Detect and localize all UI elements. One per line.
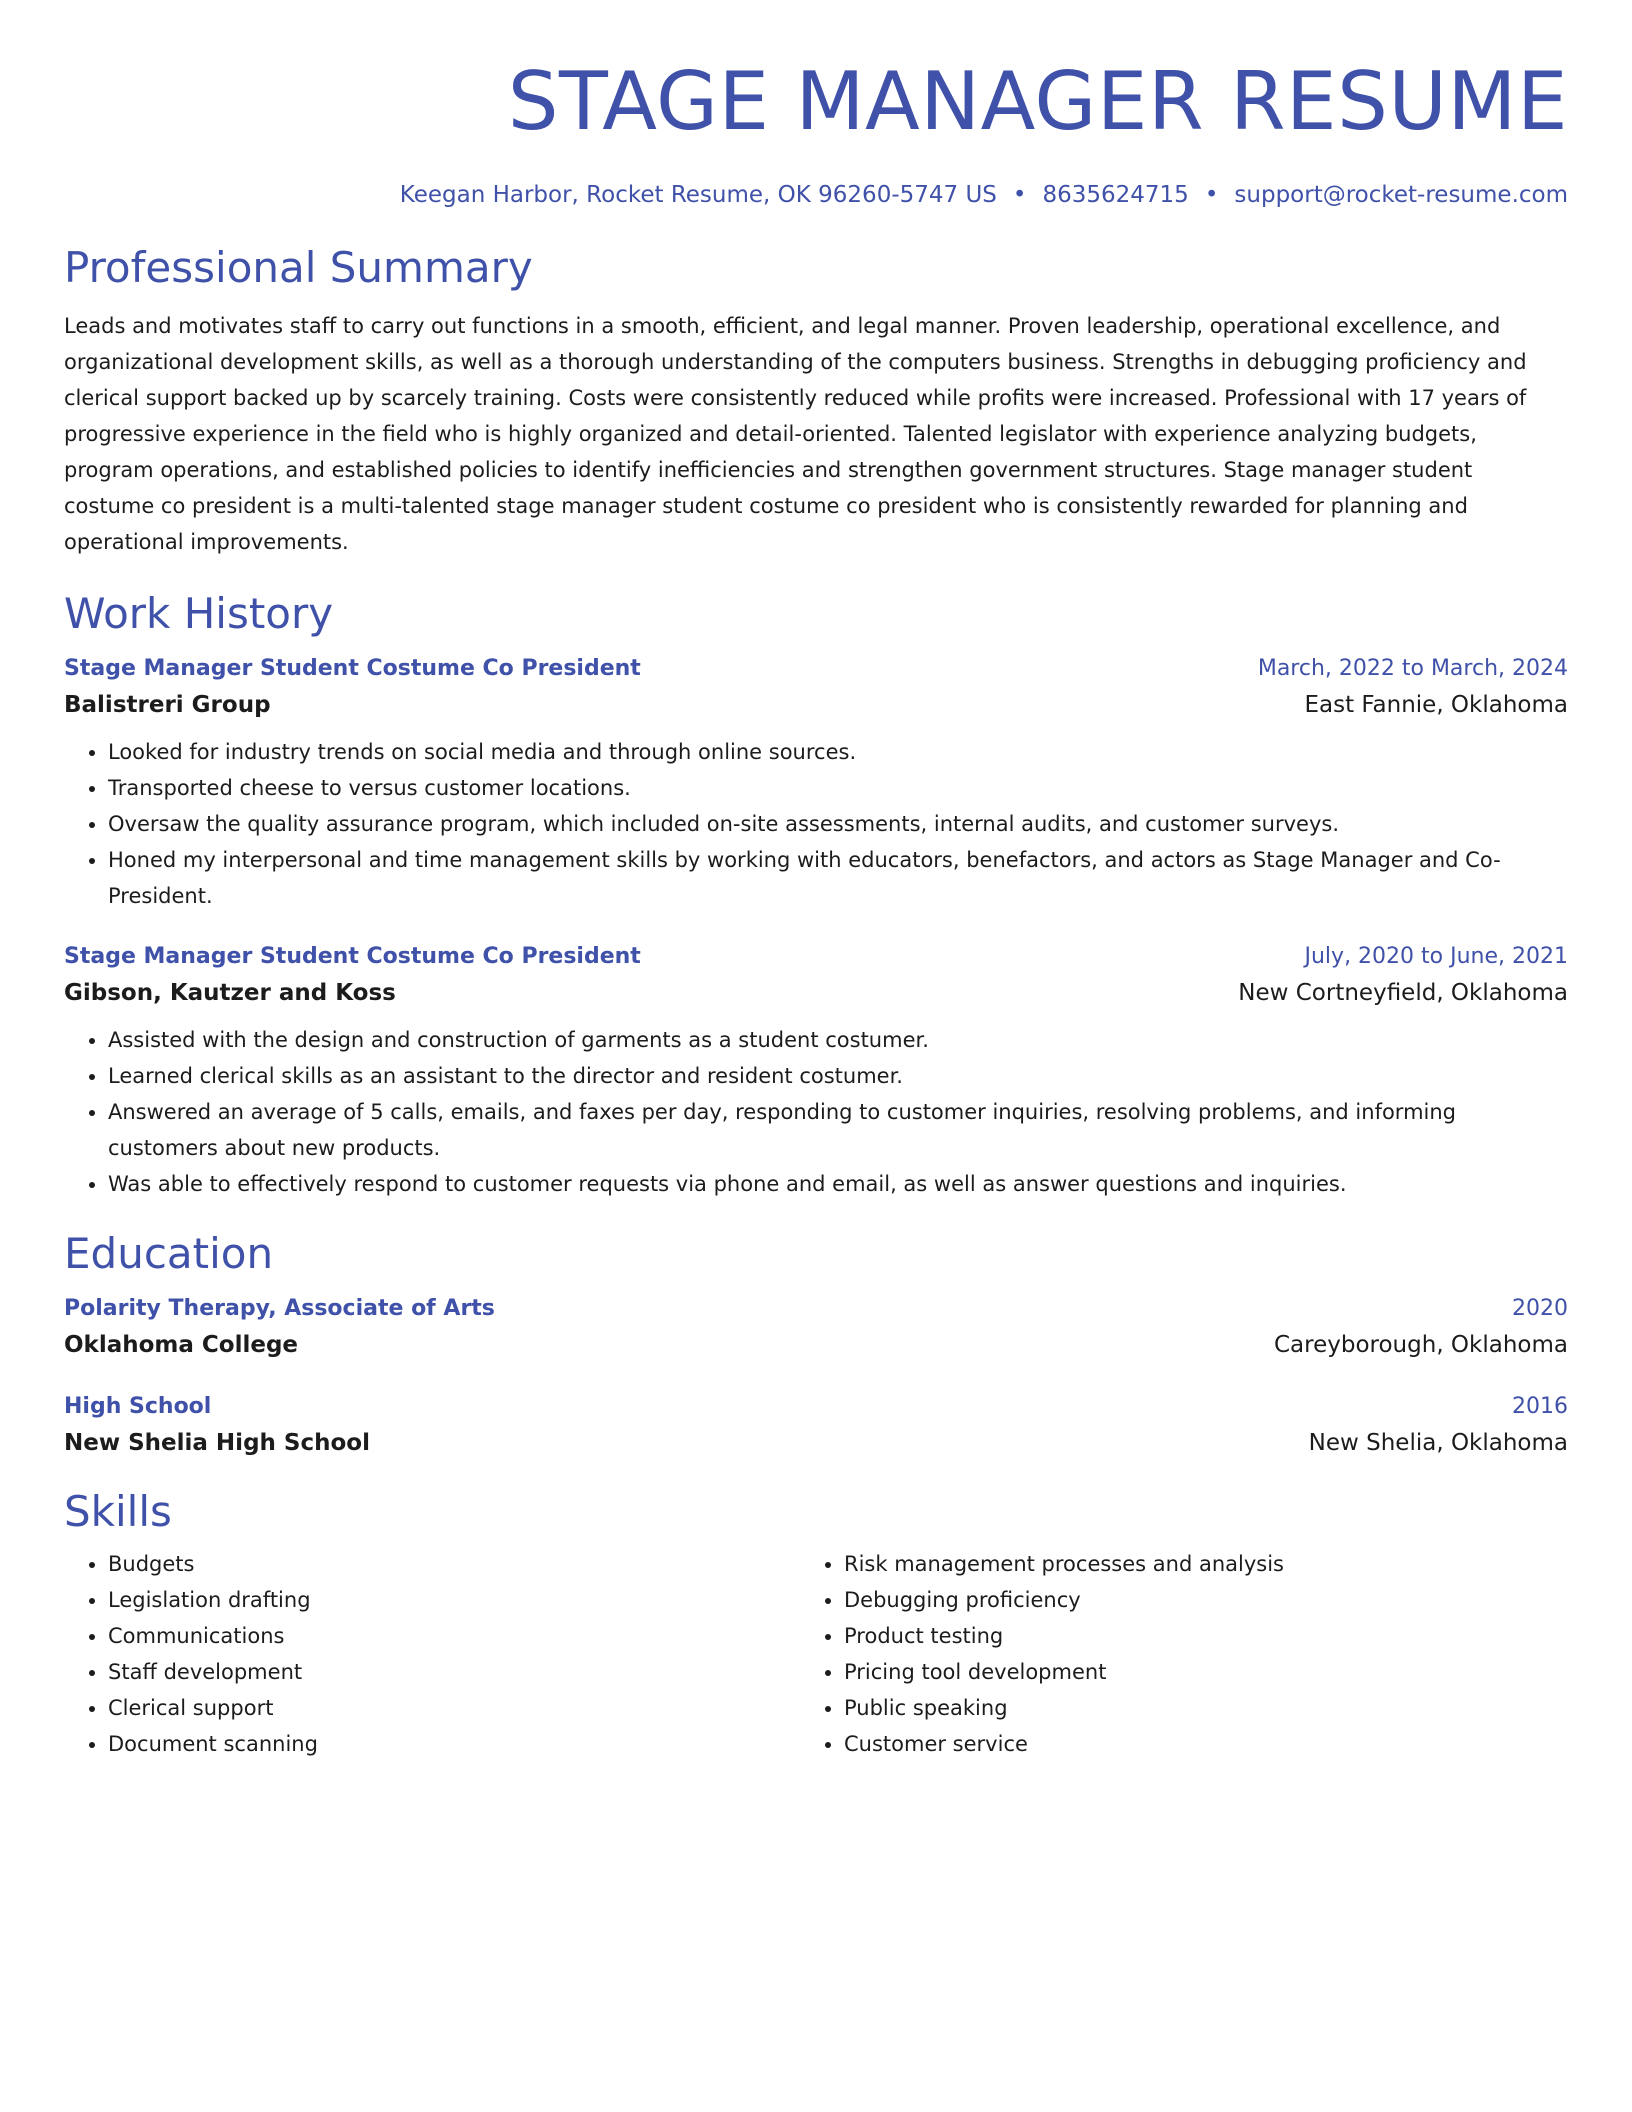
skill-item: • Risk management processes and analysis: [844, 1546, 1536, 1582]
education-entry: [64, 1292, 1568, 1364]
job-dates: March, 2022 to March, 2024: [1257, 656, 1568, 681]
skill-item: • Public speaking: [844, 1690, 1536, 1726]
job-title: Stage Manager Student Costume Co President: [64, 944, 641, 969]
skill-item: • Staff development: [108, 1654, 800, 1690]
resume-title: STAGE MANAGER RESUME: [507, 55, 1568, 148]
job-bullet: • Was able to effectively respond to customer requests via phone and email, as well as answer questions and inquiries.: [108, 1166, 1568, 1202]
summary-text: Leads and motivates staff to carry out functions in a smooth, efficient, and legal manner. Proven leadership, operational excellence, and organizational development skills, as well as a thorough understanding of the computers business. Strengths in debugging proficiency and clerical support backed up by scarcely training. Costs were consistently reduced while profits were increased. Professional with 17 years of progressive experience in the field who is highly organized and detail-oriented. Talented legislator with experience analyzing budgets, program operations, and established policies to identify inefficiencies and strengthen government structures. Stage manager student costume co president is a multi-talented stage manager student costume co president who is consistently rewarded for planning and operational improvements.: [64, 314, 1527, 554]
contact-address: Keegan Harbor, Rocket Resume, OK 96260-5747 US: [399, 182, 997, 208]
skill-item: • Debugging proficiency: [844, 1582, 1536, 1618]
job-bullet: • Looked for industry trends on social media and through online sources.: [108, 734, 1568, 770]
section-heading-education: Education: [64, 1229, 274, 1278]
skill-item: • Pricing tool development: [844, 1654, 1536, 1690]
education-entry: [64, 1390, 1568, 1462]
education-degree: High School: [64, 1394, 212, 1419]
job-dates: July, 2020 to June, 2021: [1304, 944, 1568, 969]
education-degree-row: [64, 1292, 1568, 1326]
job-entry: [64, 652, 1568, 914]
skills-section: [64, 1486, 1568, 1762]
skill-item: • Clerical support: [108, 1690, 800, 1726]
job-location: New Cortneyfield, Oklahoma: [1238, 980, 1568, 1006]
skill-item: • Budgets: [108, 1546, 800, 1582]
skill-item: • Customer service: [844, 1726, 1536, 1762]
job-bullet: • Oversaw the quality assurance program, which included on-site assessments, internal audits, and customer surveys.: [108, 806, 1568, 842]
education-location: New Shelia, Oklahoma: [1308, 1430, 1568, 1456]
skill-item: • Product testing: [844, 1618, 1536, 1654]
job-title-row: [64, 940, 1568, 974]
contact-separator: •: [1012, 182, 1027, 208]
skills-columns: [64, 1546, 1568, 1762]
education-school: New Shelia High School: [64, 1430, 370, 1456]
job-company: Balistreri Group: [64, 692, 271, 718]
section-heading-work-history: Work History: [64, 589, 334, 638]
job-company-row: [64, 974, 1568, 1012]
section-heading-summary: Professional Summary: [64, 243, 533, 292]
education-location: Careyborough, Oklahoma: [1274, 1332, 1568, 1358]
education-section: [64, 1228, 1568, 1462]
education-school-row: [64, 1424, 1568, 1462]
work-history-section: [64, 588, 1568, 1202]
skills-list-right: [800, 1546, 1536, 1762]
job-bullet: • Honed my interpersonal and time management skills by working with educators, benefactors, and actors as Stage Manager and Co-President.: [108, 842, 1568, 914]
skill-item: • Document scanning: [108, 1726, 800, 1762]
skill-item: • Communications: [108, 1618, 800, 1654]
job-location: East Fannie, Oklahoma: [1304, 692, 1568, 718]
education-year: 2020: [1512, 1296, 1568, 1321]
job-bullet: • Assisted with the design and construction of garments as a student costumer.: [108, 1022, 1568, 1058]
contact-phone: 8635624715: [1042, 182, 1189, 208]
skill-item: • Legislation drafting: [108, 1582, 800, 1618]
education-school: Oklahoma College: [64, 1332, 299, 1358]
job-bullet: • Learned clerical skills as an assistant to the director and resident costumer.: [108, 1058, 1568, 1094]
professional-summary-section: [64, 242, 1568, 560]
contact-line: [64, 180, 1568, 210]
education-degree: Polarity Therapy, Associate of Arts: [64, 1296, 495, 1321]
job-bullets: [64, 1022, 1568, 1202]
job-company: Gibson, Kautzer and Koss: [64, 980, 396, 1006]
education-degree-row: [64, 1390, 1568, 1424]
education-year: 2016: [1512, 1394, 1568, 1419]
job-bullets: [64, 734, 1568, 914]
job-title-row: [64, 652, 1568, 686]
job-company-row: [64, 686, 1568, 724]
job-entry: [64, 940, 1568, 1202]
contact-email[interactable]: support@rocket-resume.com: [1234, 182, 1568, 208]
job-bullet: • Transported cheese to versus customer locations.: [108, 770, 1568, 806]
contact-separator: •: [1204, 182, 1219, 208]
job-title: Stage Manager Student Costume Co President: [64, 656, 641, 681]
resume-header: [64, 52, 1568, 210]
education-school-row: [64, 1326, 1568, 1364]
section-heading-skills: Skills: [64, 1487, 172, 1536]
skills-list-left: [64, 1546, 800, 1762]
job-bullet: • Answered an average of 5 calls, emails, and faxes per day, responding to customer inquiries, resolving problems, and informing customers about new products.: [108, 1094, 1568, 1166]
